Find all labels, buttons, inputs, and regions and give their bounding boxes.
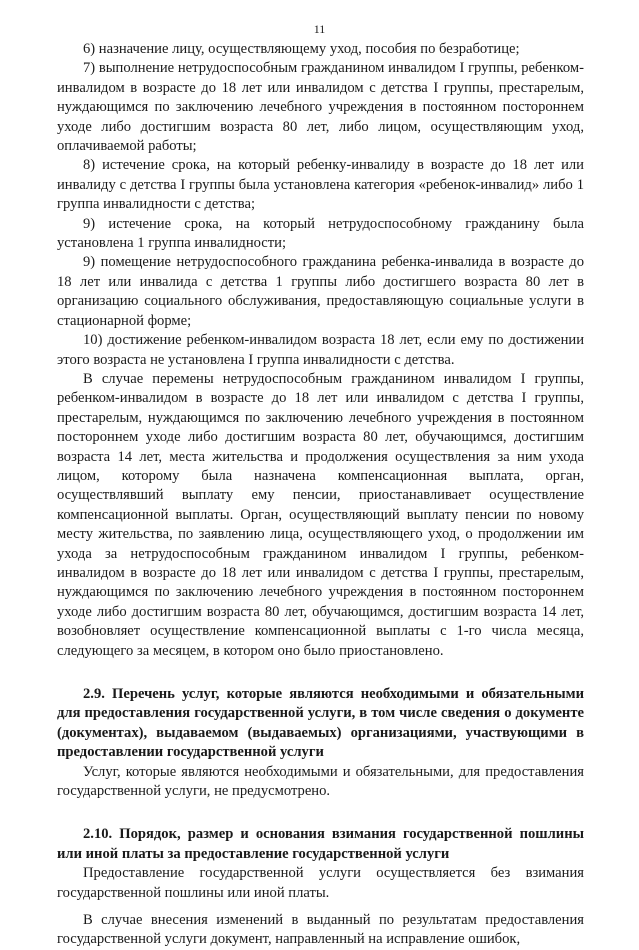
document-body [57,40,584,950]
section-heading-2-10: 2.10. Порядок, размер и основания взимания государственной пошлины или иной платы за предоставление государственной услуги [57,826,584,862]
paragraph-no-fee: Предоставление государственной услуги осуществляется без взимания государственной пошлины или иной платы. [57,865,584,901]
page-number: 11 [313,22,326,36]
paragraph-item-8: 8) истечение срока, на который ребенку-инвалиду в возрасте до 18 лет или инвалиду с детства I группы была установлена категория «ребенок-инвалид» либо 1 группа инвалидности с детства; [57,157,584,213]
paragraph-item-7: 7) выполнение нетрудоспособным гражданином инвалидом I группы, ребенком-инвалидом в возрасте до 18 лет или инвалидом с детства I группы, престарелым, нуждающимся по заключению лечебного учреждения в постоянном постороннем уходе либо достигшим возраста 80 лет, либо лицом, осуществляющим уход, оплачиваемой работы; [57,60,584,155]
paragraph-residence-change: В случае перемены нетрудоспособным гражданином инвалидом I группы, ребенком-инвалидом в возрасте до 18 лет или инвалидом с детства I группы, престарелым, нуждающимся по заключению лечебного учреждения в постоянном постороннем уходе либо достигшим возраста 80 лет, обучающимся, достигшим возраста 14 лет, места жительства и продолжения осуществления за ним ухода лицом, которому была назначена компенсационная выплата, орган, осуществлявший выплату ему пенсии, приостанавливает осуществление компенсационной выплаты. Орган, осуществляющий выплату пенсии по новому месту жительства, по заявлению лица, осуществляющего уход, о продолжении им ухода за нетрудоспособным гражданином инвалидом I группы, ребенком-инвалидом в возрасте до 18 лет или инвалидом с детства I группы, престарелым, нуждающимся по заключению лечебного учреждения в постоянном постороннем уходе либо достигшим возраста 80 лет, обучающимся, достигшим возраста 14 лет, возобновляет осуществление компенсационной выплаты с 1-го числа месяца, следующего за месяцем, в котором оно было приостановлено. [57,370,584,659]
paragraph-item-10: 10) достижение ребенком-инвалидом возраста 18 лет, если ему по достижении этого возраста не установлена I группа инвалидности с детства. [57,332,584,368]
paragraph-no-services: Услуг, которые являются необходимыми и обязательными, для предоставления государственной услуги, не предусмотрено. [57,763,584,800]
paragraph-item-9b: 9) помещение нетрудоспособного гражданина ребенка-инвалида в возрасте до 18 лет или инвалида с детства 1 группы либо достигшего возраста 80 лет в организацию социального обслуживания, предоставляющую социальные услуги в стационарной форме; [57,254,584,329]
paragraph-item-6: 6) назначение лицу, осуществляющему уход, пособия по безработице; [83,41,520,57]
paragraph-changes: В случае внесения изменений в выданный по результатам предоставления государственной услуги документ, направленный на исправление ошибок, [57,912,584,948]
section-heading-2-9: 2.9. Перечень услуг, которые являются необходимыми и обязательными для предоставления государственной услуги, в том числе сведения о документе (документах), выдаваемом (выдаваемых) организациями, участвующими в предоставлении государственной услуги [57,686,584,761]
paragraph-item-9a: 9) истечение срока, на который нетрудоспособному гражданину была установлена 1 группа инвалидности; [57,215,584,252]
